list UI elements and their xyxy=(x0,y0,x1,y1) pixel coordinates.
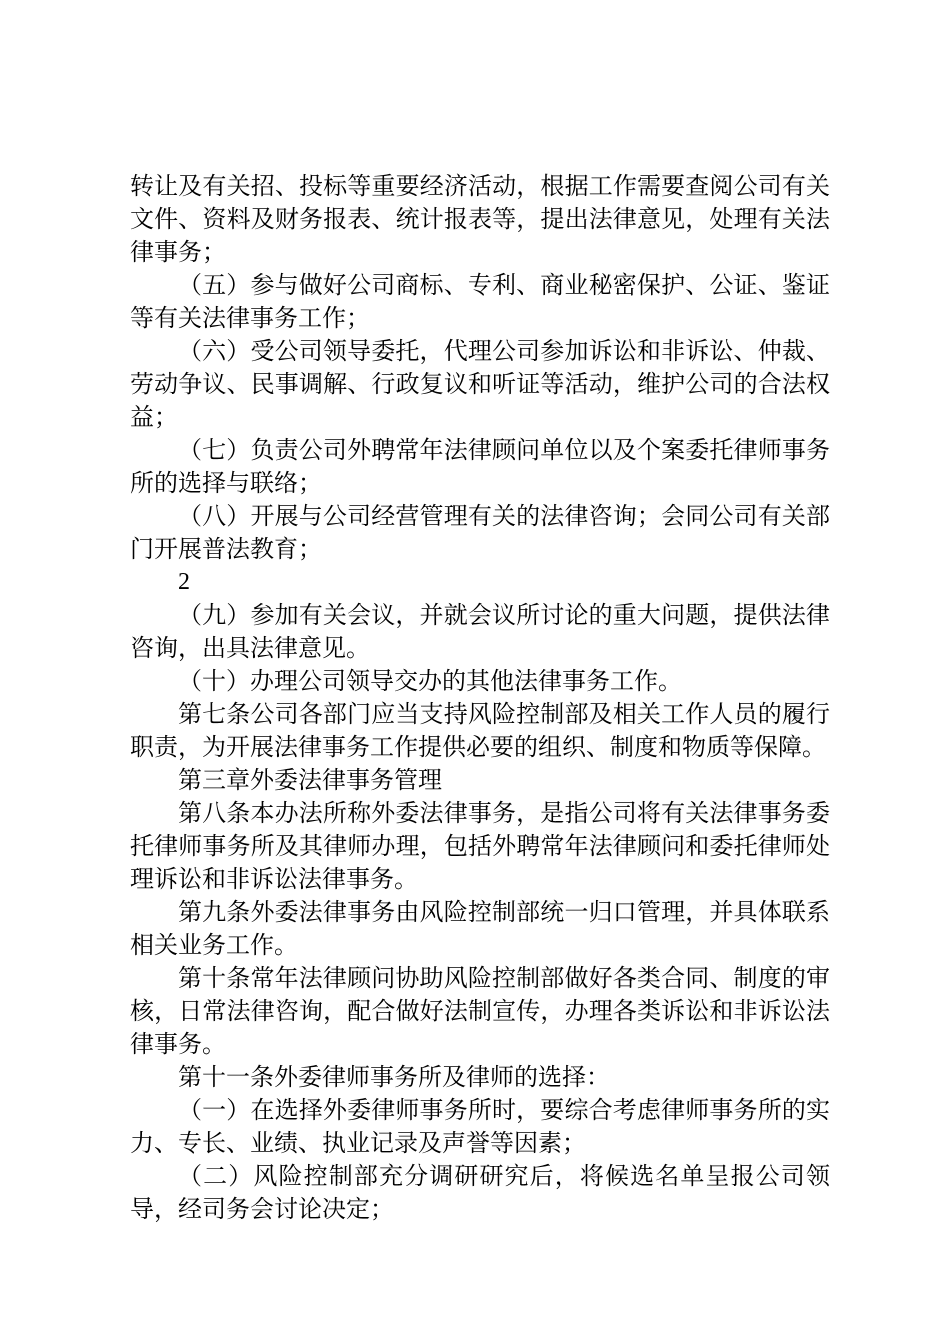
paragraph-article-10: 第十条常年法律顾问协助风险控制部做好各类合同、制度的审核，日常法律咨询，配合做好法制宣传，办理各类诉讼和非诉讼法律事务。 xyxy=(130,964,830,1058)
paragraph-item-5: （五）参与做好公司商标、专利、商业秘密保护、公证、鉴证等有关法律事务工作； xyxy=(130,271,830,332)
paragraph-article-11-item-1: （一）在选择外委律师事务所时，要综合考虑律师事务所的实力、专长、业绩、执业记录及声誉等因素； xyxy=(130,1096,830,1157)
paragraph-continuation: 转让及有关招、投标等重要经济活动，根据工作需要查阅公司有关文件、资料及财务报表、统计报表等，提出法律意见，处理有关法律事务； xyxy=(130,172,830,266)
paragraph-item-6: （六）受公司领导委托，代理公司参加诉讼和非诉讼、仲裁、劳动争议、民事调解、行政复议和听证等活动，维护公司的合法权益； xyxy=(130,337,830,431)
paragraph-item-8: （八）开展与公司经营管理有关的法律咨询；会同公司有关部门开展普法教育； xyxy=(130,502,830,563)
paragraph-article-11: 第十一条外委律师事务所及律师的选择： xyxy=(178,1063,610,1091)
paragraph-article-7: 第七条公司各部门应当支持风险控制部及相关工作人员的履行职责，为开展法律事务工作提供必要的组织、制度和物质等保障。 xyxy=(130,700,830,761)
document-body xyxy=(130,170,830,1226)
paragraph-item-9: （九）参加有关会议，并就会议所讨论的重大问题，提供法律咨询，出具法律意见。 xyxy=(130,601,830,662)
paragraph-article-8: 第八条本办法所称外委法律事务，是指公司将有关法律事务委托律师事务所及其律师办理，包括外聘常年法律顾问和委托律师处理诉讼和非诉讼法律事务。 xyxy=(130,799,830,893)
paragraph-article-9: 第九条外委法律事务由风险控制部统一归口管理，并具体联系相关业务工作。 xyxy=(130,898,830,959)
page-number: 2 xyxy=(178,569,190,595)
paragraph-item-10: （十）办理公司领导交办的其他法律事务工作。 xyxy=(178,667,682,695)
chapter-heading: 第三章外委法律事务管理 xyxy=(178,766,442,794)
paragraph-article-11-item-2: （二）风险控制部充分调研研究后，将候选名单呈报公司领导，经司务会讨论决定； xyxy=(130,1162,830,1223)
paragraph-item-7: （七）负责公司外聘常年法律顾问单位以及个案委托律师事务所的选择与联络； xyxy=(130,436,830,497)
